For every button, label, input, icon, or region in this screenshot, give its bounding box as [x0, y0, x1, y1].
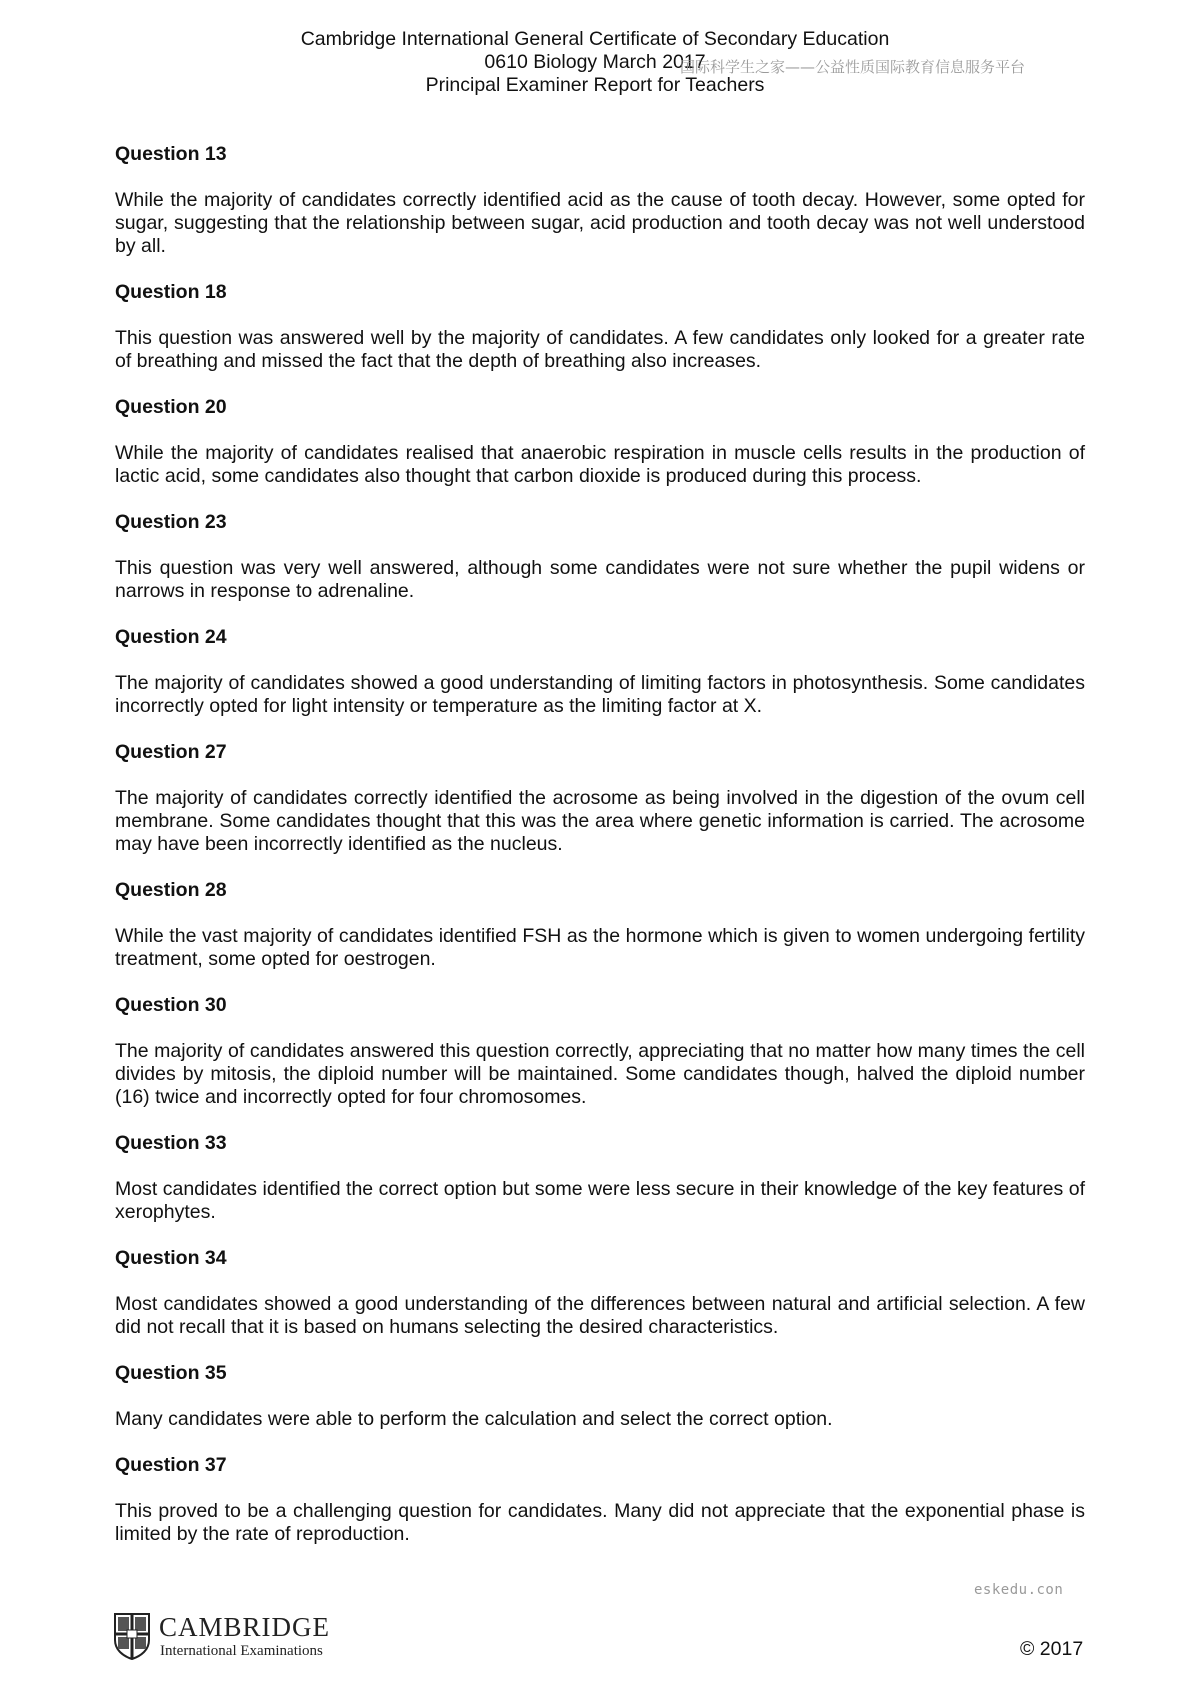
question-title: Question 18: [115, 281, 227, 303]
question-section: [115, 143, 1085, 258]
question-section: [115, 1132, 1085, 1224]
question-title: Question 33: [115, 1132, 227, 1154]
cambridge-logo: [113, 1612, 353, 1662]
question-body: While the majority of candidates correctly identified acid as the cause of tooth decay. However, some opted for sugar, suggesting that the relationship between sugar, acid production and tooth decay was not well understood by all.: [115, 189, 1085, 257]
question-title: Question 37: [115, 1454, 227, 1476]
question-body: Most candidates showed a good understanding of the differences between natural and artificial selection. A few did not recall that it is based on humans selecting the desired characteristics.: [115, 1293, 1085, 1338]
question-section: [115, 1454, 1085, 1546]
question-title: Question 13: [115, 143, 227, 165]
question-section: [115, 879, 1085, 971]
question-body: The majority of candidates correctly identified the acrosome as being involved in the digestion of the ovum cell membrane. Some candidates thought that this was the area where genetic information is carried. The acrosome may have been incorrectly identified as the nucleus.: [115, 787, 1085, 855]
question-section: [115, 994, 1085, 1109]
question-section: [115, 281, 1085, 373]
question-title: Question 35: [115, 1362, 227, 1384]
question-section: [115, 626, 1085, 718]
question-title: Question 20: [115, 396, 227, 418]
header-line-1: Cambridge International General Certificate of Secondary Education: [300, 28, 890, 50]
copyright: © 2017: [1020, 1638, 1084, 1660]
question-body: While the majority of candidates realised that anaerobic respiration in muscle cells results in the production of lactic acid, some candidates also thought that carbon dioxide is produced during this process.: [115, 442, 1085, 487]
question-section: [115, 511, 1085, 603]
question-body: This question was answered well by the majority of candidates. A few candidates only looked for a greater rate of breathing and missed the fact that the depth of breathing also increases.: [115, 327, 1085, 372]
question-body: The majority of candidates answered this question correctly, appreciating that no matter how many times the cell divides by mitosis, the diploid number will be maintained. Some candidates though, halved the diploid number (16) twice and incorrectly opted for four chromosomes.: [115, 1040, 1085, 1108]
watermark-text: 国际科学生之家——公益性质国际教育信息服务平台: [680, 58, 1026, 76]
question-title: Question 27: [115, 741, 227, 763]
question-body: Many candidates were able to perform the calculation and select the correct option.: [115, 1408, 833, 1430]
question-body: Most candidates identified the correct option but some were less secure in their knowledge of the key features of xerophytes.: [115, 1178, 1085, 1223]
header-line-2: 0610 Biology March 2017: [484, 51, 706, 73]
question-title: Question 24: [115, 626, 227, 648]
cambridge-shield-icon: [113, 1612, 151, 1660]
site-watermark: eskedu.con: [974, 1582, 1064, 1598]
question-section: [115, 396, 1085, 488]
question-title: Question 28: [115, 879, 227, 901]
question-section: [115, 1362, 1085, 1431]
question-body: This question was very well answered, although some candidates were not sure whether the pupil widens or narrows in response to adrenaline.: [115, 557, 1085, 602]
logo-name: CAMBRIDGE: [159, 1612, 331, 1642]
question-title: Question 23: [115, 511, 227, 533]
report-content: [115, 143, 1085, 1569]
question-section: [115, 1247, 1085, 1339]
question-body: The majority of candidates showed a good understanding of limiting factors in photosynthesis. Some candidates incorrectly opted for light intensity or temperature as the limiting factor at X.: [115, 672, 1085, 717]
question-section: [115, 741, 1085, 856]
question-title: Question 30: [115, 994, 227, 1016]
header-line-3: Principal Examiner Report for Teachers: [425, 74, 765, 96]
logo-subtitle: International Examinations: [160, 1643, 323, 1659]
question-title: Question 34: [115, 1247, 227, 1269]
question-body: This proved to be a challenging question for candidates. Many did not appreciate that the exponential phase is limited by the rate of reproduction.: [115, 1500, 1085, 1545]
question-body: While the vast majority of candidates identified FSH as the hormone which is given to women undergoing fertility treatment, some opted for oestrogen.: [115, 925, 1085, 970]
